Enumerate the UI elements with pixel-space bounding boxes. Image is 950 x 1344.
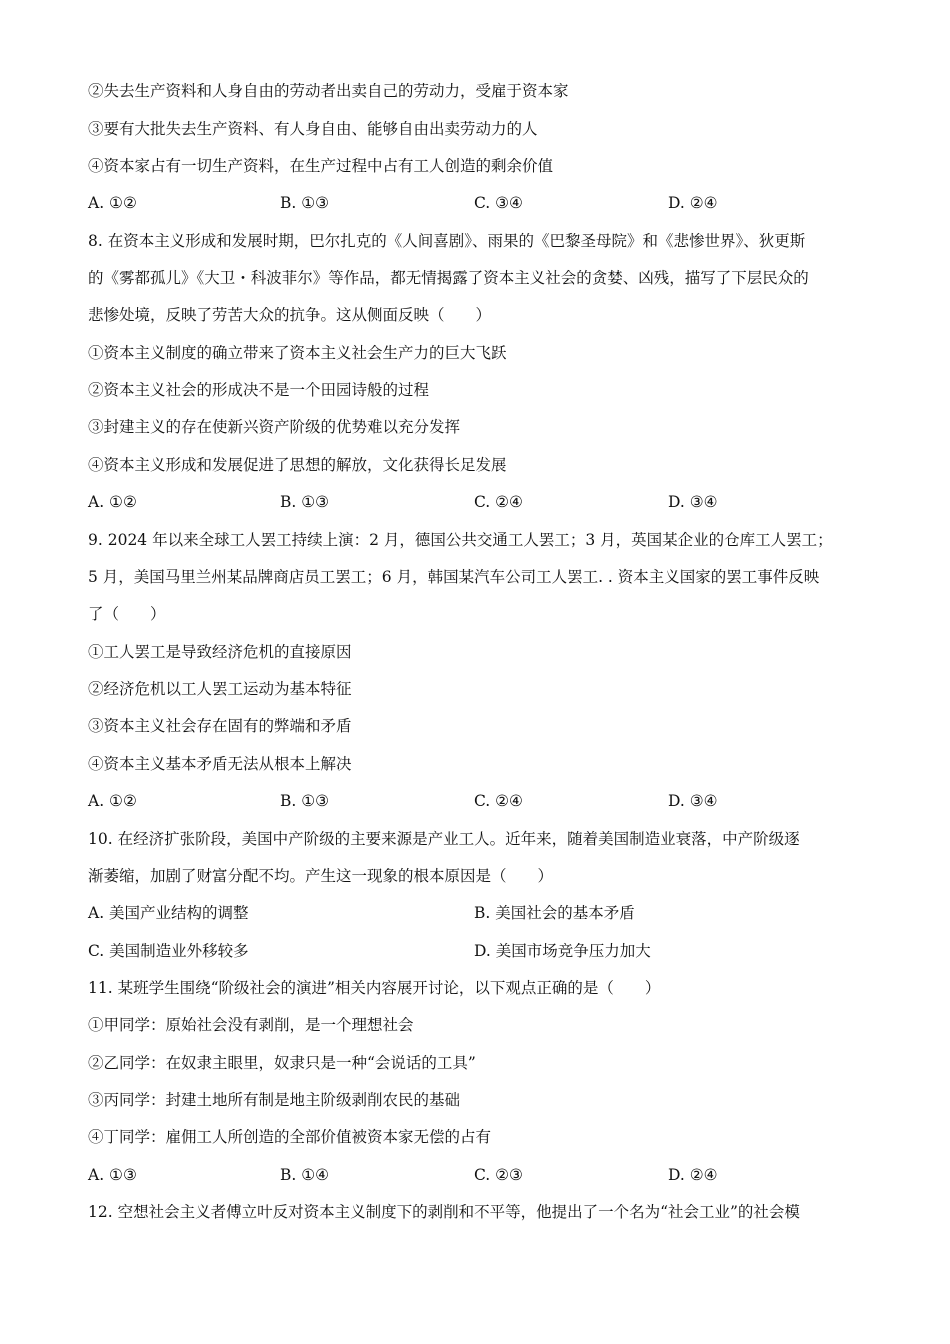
q7-item-3: ③要有大批失去生产资料、有人身自由、能够自由出卖劳动力的人 <box>88 120 538 138</box>
q12-stem-line-1: 12. 空想社会主义者傅立叶反对资本主义制度下的剥削和不平等，他提出了一个名为“社会工业”的社会模 <box>88 1203 800 1221</box>
q8-item-1: ①资本主义制度的确立带来了资本主义社会生产力的巨大飞跃 <box>88 344 507 362</box>
q10-stem-line-2: 渐萎缩，加剧了财富分配不均。产生这一现象的根本原因是（ ） <box>88 867 554 885</box>
q9-item-4: ④资本主义基本矛盾无法从根本上解决 <box>88 755 352 773</box>
q9-option-a[interactable]: A. ①② <box>88 792 137 810</box>
q8-stem-line-3: 悲惨处境，反映了劳苦大众的抗争。这从侧面反映（ ） <box>88 306 492 324</box>
q9-item-3: ③资本主义社会存在固有的弊端和矛盾 <box>88 717 352 735</box>
q8-item-3: ③封建主义的存在使新兴资产阶级的优势难以充分发挥 <box>88 418 461 436</box>
q9-item-2: ②经济危机以工人罢工运动为基本特征 <box>88 680 352 698</box>
q7-option-c[interactable]: C. ③④ <box>474 194 523 212</box>
q8-stem-line-2: 的《雾都孤儿》《大卫・科波菲尔》等作品，都无情揭露了资本主义社会的贪婪、凶残，描写了下层民众的 <box>88 269 809 287</box>
q8-item-4: ④资本主义形成和发展促进了思想的解放，文化获得长足发展 <box>88 456 507 474</box>
q10-stem-line-1: 10. 在经济扩张阶段，美国中产阶级的主要来源是产业工人。近年来，随着美国制造业衰落，中产阶级逐 <box>88 830 800 848</box>
q10-option-b[interactable]: B. 美国社会的基本矛盾 <box>474 904 635 922</box>
q10-option-c[interactable]: C. 美国制造业外移较多 <box>88 942 249 960</box>
q11-option-d[interactable]: D. ②④ <box>668 1166 718 1184</box>
q11-option-a[interactable]: A. ①③ <box>88 1166 137 1184</box>
q8-option-d[interactable]: D. ③④ <box>668 493 718 511</box>
q11-option-c[interactable]: C. ②③ <box>474 1166 523 1184</box>
q9-stem-line-2: 5 月，美国马里兰州某品牌商店员工罢工；6 月，韩国某汽车公司工人罢工. . 资本主义国家的罢工事件反映 <box>88 568 820 586</box>
q7-item-4: ④资本家占有一切生产资料，在生产过程中占有工人创造的剩余价值 <box>88 157 554 175</box>
q11-option-b[interactable]: B. ①④ <box>280 1166 330 1184</box>
q7-item-2: ②失去生产资料和人身自由的劳动者出卖自己的劳动力，受雇于资本家 <box>88 82 569 100</box>
q11-item-1: ①甲同学：原始社会没有剥削，是一个理想社会 <box>88 1016 414 1034</box>
q7-option-b[interactable]: B. ①③ <box>280 194 330 212</box>
q9-option-d[interactable]: D. ③④ <box>668 792 718 810</box>
q11-item-2: ②乙同学：在奴隶主眼里，奴隶只是一种“会说话的工具” <box>88 1054 476 1072</box>
q8-option-a[interactable]: A. ①② <box>88 493 137 511</box>
q8-stem-line-1: 8. 在资本主义形成和发展时期，巴尔扎克的《人间喜剧》、雨果的《巴黎圣母院》和《悲惨世界》、狄更斯 <box>88 232 806 250</box>
q7-option-d[interactable]: D. ②④ <box>668 194 718 212</box>
q9-option-c[interactable]: C. ②④ <box>474 792 523 810</box>
q9-item-1: ①工人罢工是导致经济危机的直接原因 <box>88 643 352 661</box>
q9-stem-line-1: 9. 2024 年以来全球工人罢工持续上演：2 月，德国公共交通工人罢工；3 月，英国某企业的仓库工人罢工； <box>88 531 833 549</box>
q9-option-b[interactable]: B. ①③ <box>280 792 330 810</box>
q10-option-d[interactable]: D. 美国市场竞争压力加大 <box>474 942 651 960</box>
q9-stem-line-3: 了（ ） <box>88 605 166 623</box>
q11-item-4: ④丁同学：雇佣工人所创造的全部价值被资本家无偿的占有 <box>88 1128 492 1146</box>
q11-item-3: ③丙同学：封建土地所有制是地主阶级剥削农民的基础 <box>88 1091 461 1109</box>
q10-option-a[interactable]: A. 美国产业结构的调整 <box>88 904 249 922</box>
q8-option-b[interactable]: B. ①③ <box>280 493 330 511</box>
q7-option-a[interactable]: A. ①② <box>88 194 137 212</box>
q8-item-2: ②资本主义社会的形成决不是一个田园诗般的过程 <box>88 381 430 399</box>
q8-option-c[interactable]: C. ②④ <box>474 493 523 511</box>
q11-stem-line-1: 11. 某班学生围绕“阶级社会的演进”相关内容展开讨论，以下观点正确的是（ ） <box>88 979 661 997</box>
